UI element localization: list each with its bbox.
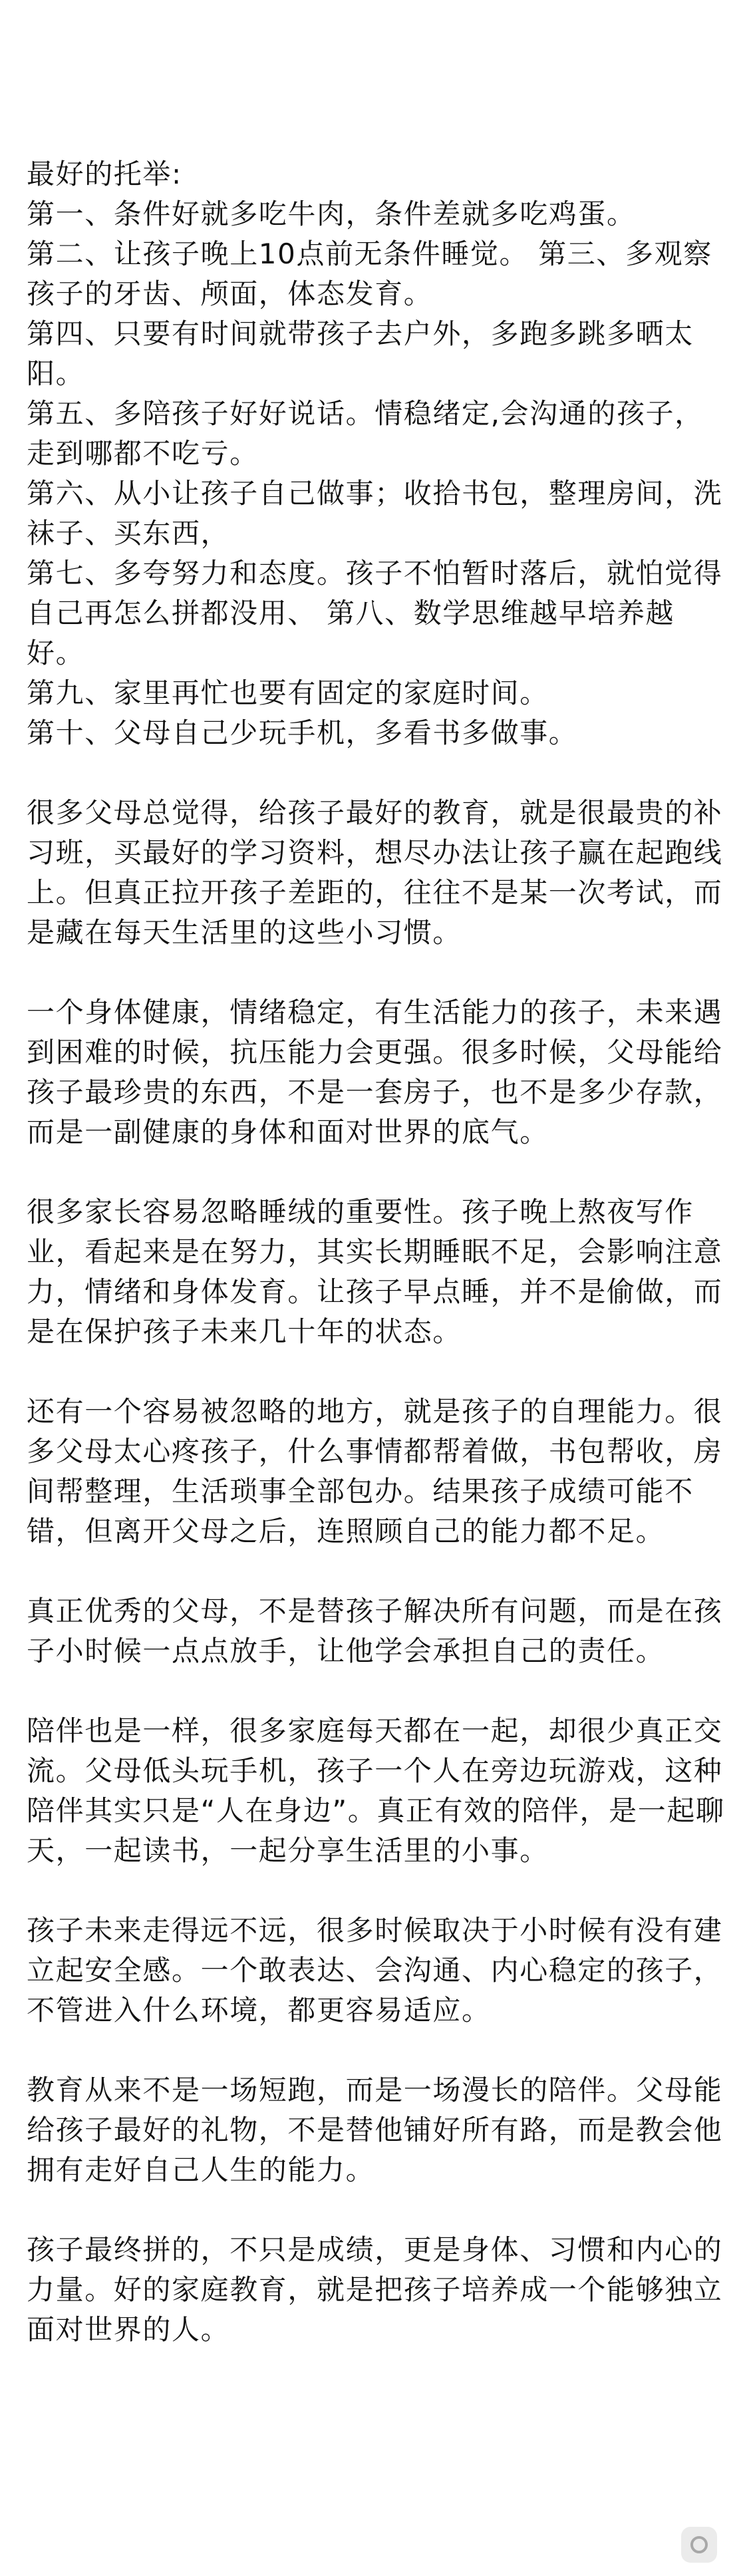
list-item: 第九、家里再忙也要有固定的家庭时间。 — [27, 677, 549, 709]
list-item: 第一、条件好就多吃牛肉，条件差就多吃鸡蛋。 — [27, 198, 636, 230]
list-item: 第七、多夸努力和态度。孩子不怕暂时落后，就怕觉得自己再怎么拼都没用、 第八、数学思维越早培养越好。 — [27, 557, 723, 669]
heading: 最好的托举: — [27, 158, 182, 190]
list-item: 第二、让孩子晚上10点前无条件睡觉。 第三、多观察孩子的牙齿、颅面，体态发育。 — [27, 238, 712, 310]
paragraph: 孩子最终拼的，不只是成绩，更是身体、习惯和内心的力量。好的家庭教育，就是把孩子培养成一个能够独立面对世界的人。 — [27, 2233, 723, 2346]
headline-logo-icon — [681, 2527, 717, 2563]
list-item: 第四、只要有时间就带孩子去户外，多跑多跳多晒太阳。 — [27, 317, 694, 390]
paragraph: 很多父母总觉得，给孩子最好的教育，就是很最贵的补习班，买最好的学习资料，想尽办法让孩子赢在起跑线上。但真正拉开孩子差距的，往往不是某一次考试，而是藏在每天生活里的这些小习惯。 — [27, 796, 723, 949]
paragraph: 一个身体健康，情绪稳定，有生活能力的孩子，未来遇到困难的时候，抗压能力会更强。很多时候，父母能给孩子最珍贵的东西，不是一套房子，也不是多少存款，而是一副健康的身体和面对世界的底气。 — [27, 996, 723, 1148]
list-item: 第六、从小让孩子自己做事；收拾书包，整理房间，洗袜子、买东西， — [27, 477, 723, 550]
paragraph: 孩子未来走得远不远，很多时候取决于小时候有没有建立起安全感。一个敢表达、会沟通、内心稳定的孩子，不管进入什么环境，都更容易适应。 — [27, 1914, 723, 2026]
list-item: 第十、父母自己少玩手机，多看书多做事。 — [27, 717, 578, 749]
paragraph: 真正优秀的父母，不是替孩子解决所有问题，而是在孩子小时候一点点放手，让他学会承担自己的责任。 — [27, 1595, 723, 1667]
paragraph: 还有一个容易被忽略的地方，就是孩子的自理能力。很多父母太心疼孩子，什么事情都帮着做，书包帮收，房间帮整理，生活琐事全部包办。结果孩子成绩可能不错，但离开父母之后，连照顾自己的能力都不足。 — [27, 1395, 723, 1547]
watermark — [681, 2527, 722, 2563]
list-item: 第五、多陪孩子好好说话。情稳绪定,会沟通的孩子，走到哪都不吃亏。 — [27, 397, 704, 470]
paragraph: 教育从来不是一场短跑，而是一场漫长的陪伴。父母能给孩子最好的礼物，不是替他铺好所有路，而是教会他拥有走好自己人生的能力。 — [27, 2074, 723, 2186]
paragraph: 陪伴也是一样，很多家庭每天都在一起，却很少真正交流。父母低头玩手机，孩子一个人在旁边玩游戏，这种陪伴其实只是“人在身边”。真正有效的陪伴，是一起聊天，一起读书，一起分享生活里的小事。 — [27, 1714, 725, 1867]
paragraph: 很多家长容易忽略睡绒的重要性。孩子晚上熬夜写作业，看起来是在努力，其实长期睡眠不足，会影响注意力，情绪和身体发育。让孩子早点睡，并不是偷做，而是在保护孩子未来几十年的状态。 — [27, 1196, 723, 1348]
article-body — [27, 154, 732, 2350]
